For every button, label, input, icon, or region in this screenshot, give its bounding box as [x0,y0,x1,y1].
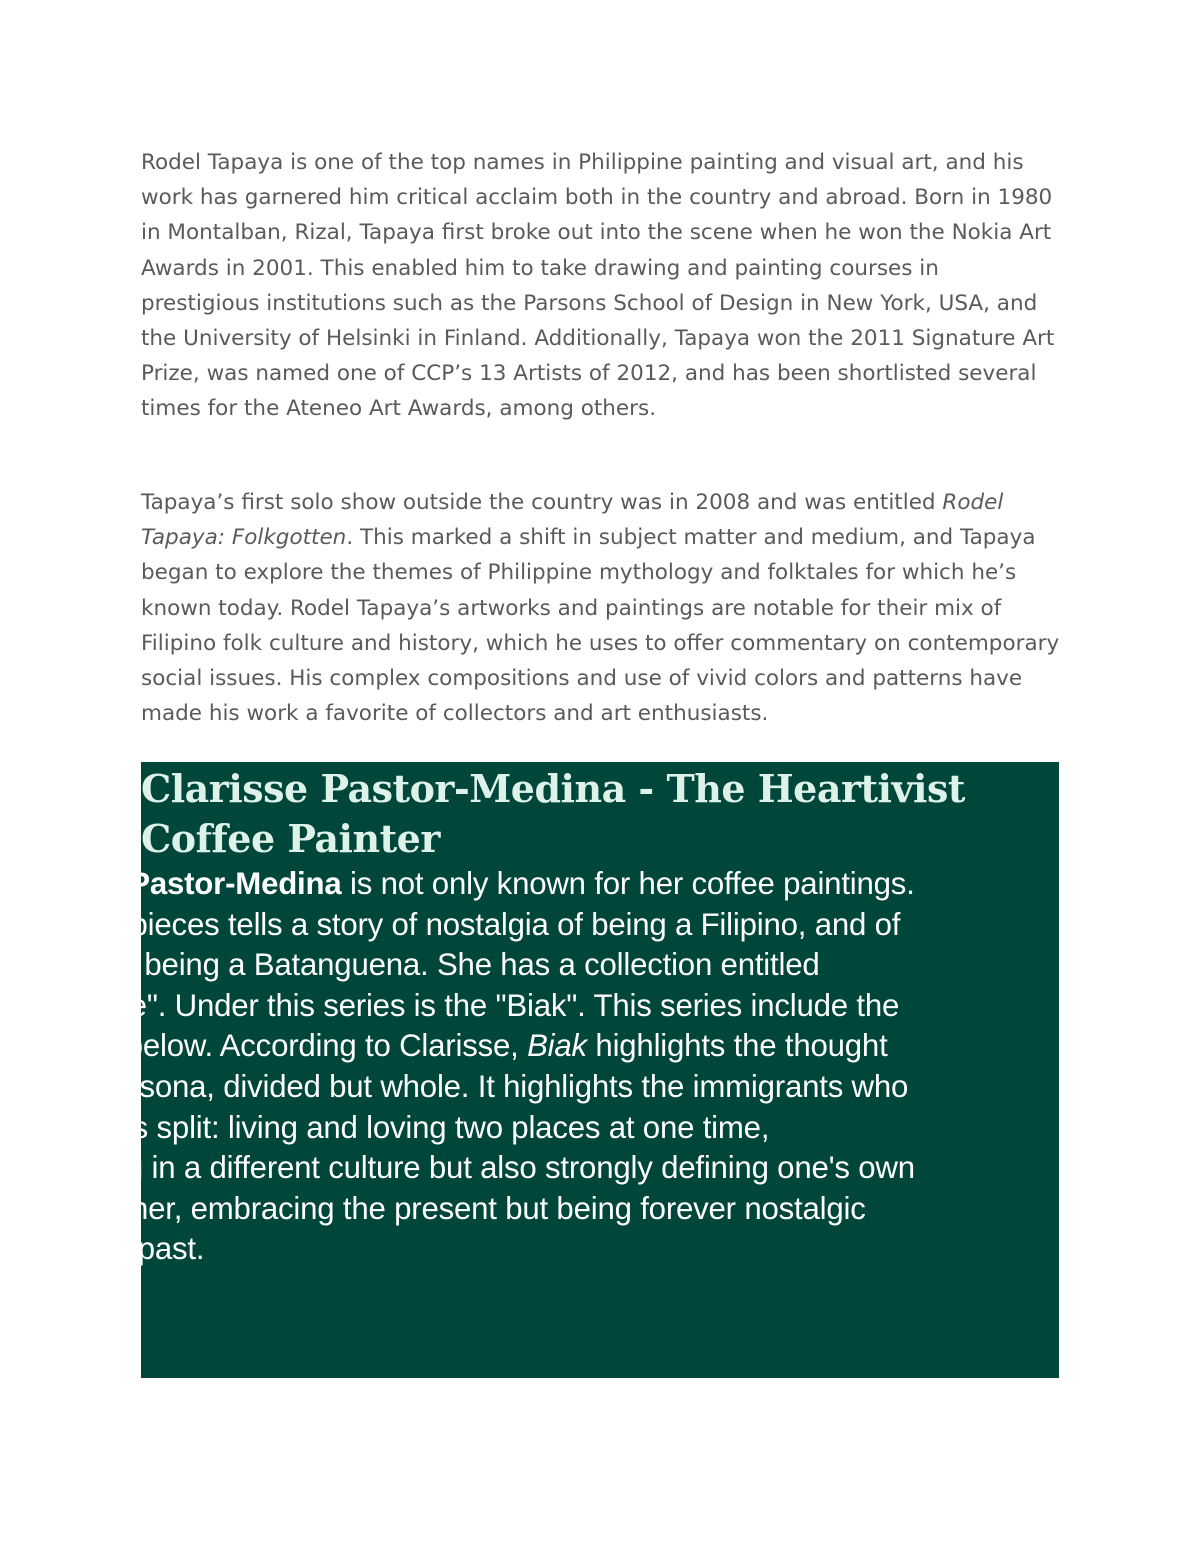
description-text-start: is not only known for her coffee paintings. All of her pieces tells a story of nostalgia of being a Filipino, and of course, of being a Batanguena. She has a collection entitled "Pinoiserie". Under this series is the "Biak". This series include the artworks below. According to Clarisse, [1,866,915,1064]
paragraph-1-text: Rodel Tapaya is one of the top names in Philippine painting and visual art, and his work has garnered him critical acclaim both in the country and abroad. Born in 1980 in Montalban, Rizal, Tapaya first broke out into the scene when he won the Nokia Art Awards in 2001. This enabled him to take drawing and painting courses in prestigious institutions such as the Parsons School of Design in New York, USA, and the University of Helsinki in Finland. Additionally, Tapaya won the 2011 Signature Art Prize, was named one of CCP’s 13 Artists of 2012, and has been shortlisted several times for the Ateneo Art Awards, among others. [141,150,1055,422]
paragraph-rodel-tapaya-bio [141,145,1061,427]
paragraph-2-text-start: Tapaya’s first solo show outside the country was in 2008 and was entitled [141,490,943,515]
paragraph-2-text-end: . This marked a shift in subject matter and medium, and Tapaya began to explore the themes of Philippine mythology and folktales for which he’s known today. Rodel Tapaya’s artworks and paintings are notable for their mix of Filipino folk culture and history, which he uses to offer commentary on contemporary social issues. His complex compositions and use of vivid colors and patterns have made his work a favorite of collectors and art enthusiasts. [141,525,1060,727]
exhibition-title: Rodel Tapaya: Folkgotten [141,490,1004,551]
description-text-end: highlights the thought of one persona, divided but whole. It highlights the immigrants who are always split: living and loving two places at one time, immersing in a different culture but also strongly defining one's own from another, embracing the present but being forever nostalgic about the past. [1,1028,915,1267]
featured-artist-heading: Clarisse Pastor-Medina - The Heartivist Coffee Painter [141,766,965,861]
featured-artist-description [1,864,919,1270]
series-name-biak: Biak [527,1028,587,1064]
paragraph-tapaya-solo-show [141,485,1061,731]
artist-name-bold: Clarisse Pastor-Medina [1,866,342,901]
